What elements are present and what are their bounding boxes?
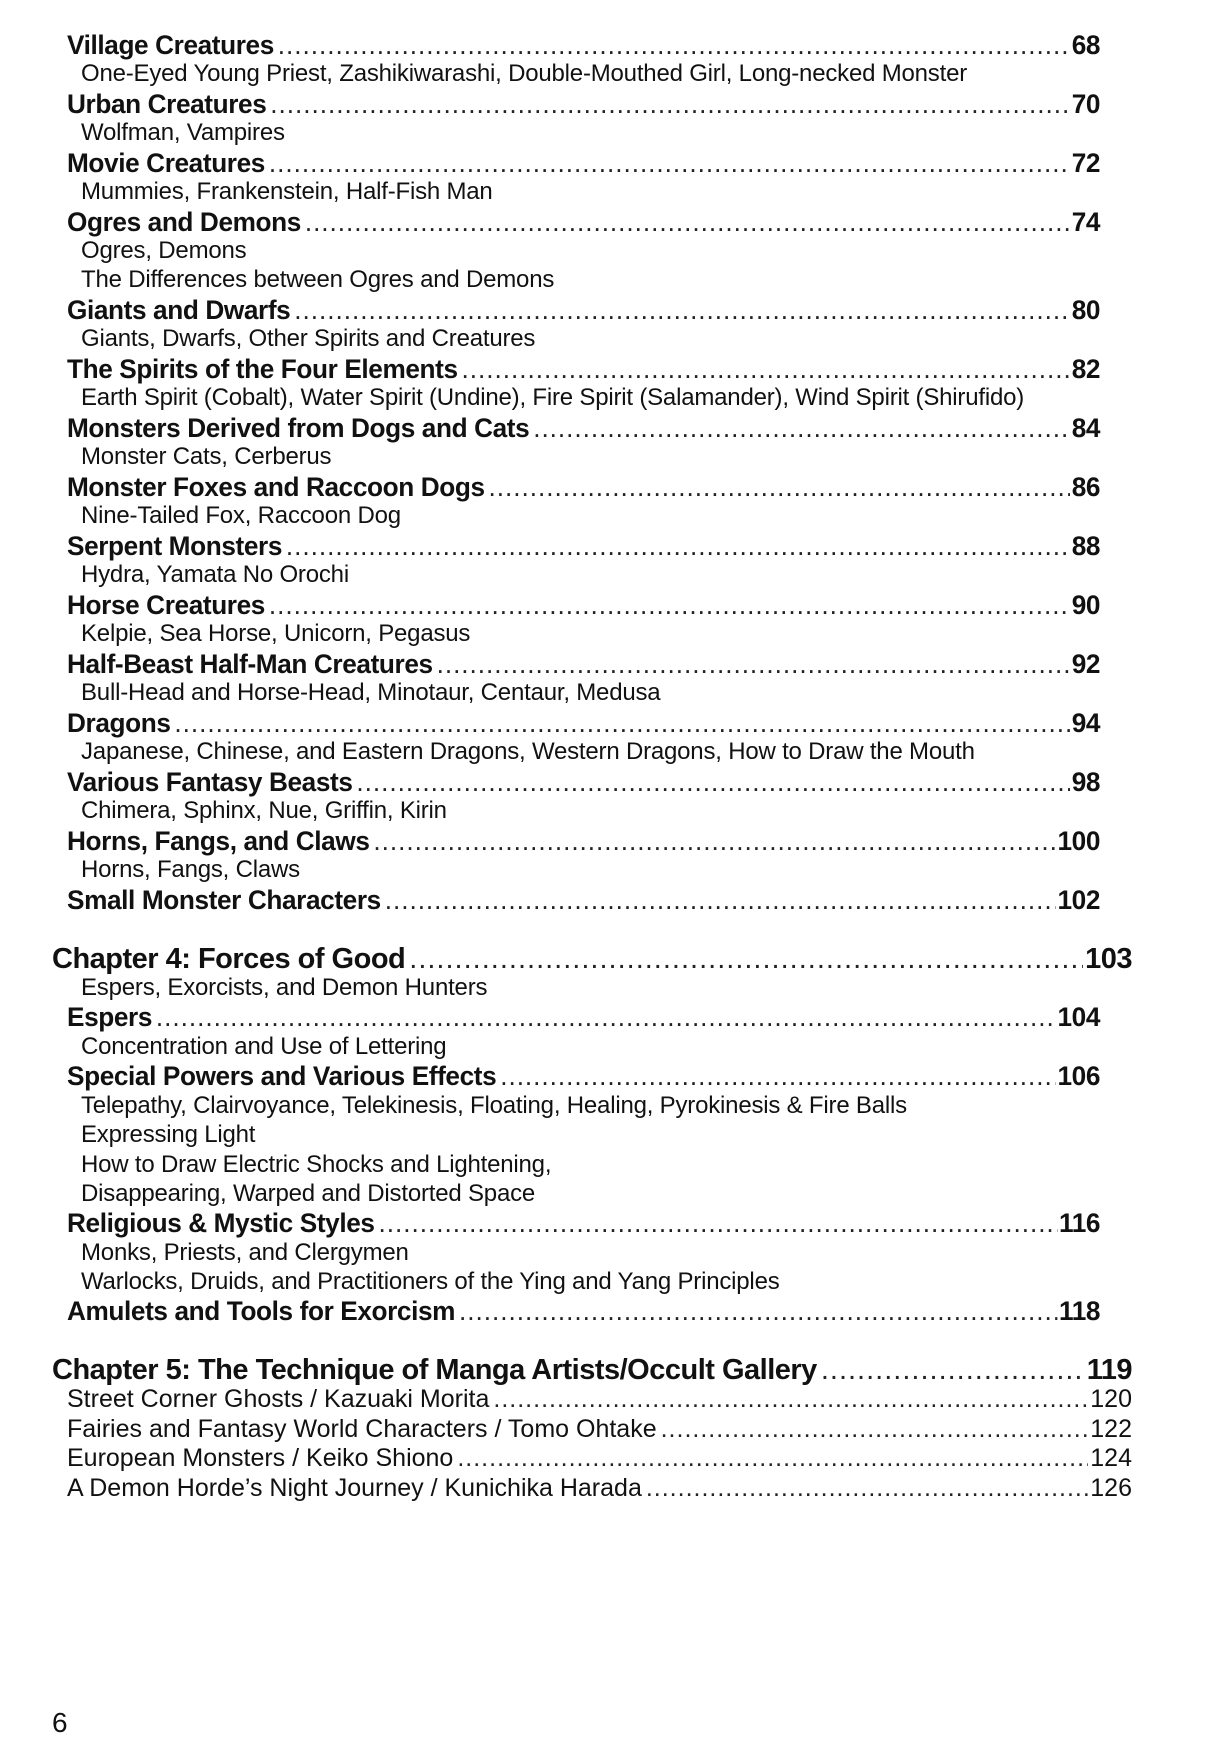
toc-subtopics: Chimera, Sphinx, Nue, Griffin, Kirin (81, 797, 447, 824)
toc-subtopics: Japanese, Chinese, and Eastern Dragons, Western Dragons, How to Draw the Mouth (81, 738, 975, 765)
gallery-entry: Street Corner Ghosts / Kazuaki Morita ..... 120 (67, 1385, 1132, 1414)
toc-entry: Special Powers and Various Effects ..... 106 (67, 1061, 1100, 1092)
toc-entry: Monsters Derived from Dogs and Cats ..... 84 (67, 413, 1100, 444)
toc-subtopics: Concentration and Use of Lettering (81, 1033, 447, 1060)
gallery-entry: Fairies and Fantasy World Characters / Tomo Ohtake ..... 122 (67, 1415, 1132, 1444)
toc-subtopics: Warlocks, Druids, and Practitioners of the Ying and Yang Principles (81, 1268, 780, 1295)
toc-entry: Urban Creatures ..... 70 (67, 89, 1100, 120)
toc-entry: Small Monster Characters ..... 102 (67, 885, 1100, 916)
chapter-heading: Chapter 5: The Technique of Manga Artists/Occult Gallery ..... 119 (52, 1354, 1132, 1387)
toc-subtopics: The Differences between Ogres and Demons (81, 266, 555, 293)
toc-subtopics: Disappearing, Warped and Distorted Space (81, 1180, 536, 1207)
toc-subtopics: Mummies, Frankenstein, Half-Fish Man (81, 178, 493, 205)
toc-entry: Horns, Fangs, and Claws ..... 100 (67, 826, 1100, 857)
toc-subtopics: Ogres, Demons (81, 237, 247, 264)
toc-subtopics: Wolfman, Vampires (81, 119, 285, 146)
toc-subtopics: Earth Spirit (Cobalt), Water Spirit (Undine), Fire Spirit (Salamander), Wind Spirit (Shirufido) (81, 384, 1025, 411)
toc-entry: Movie Creatures ..... 72 (67, 148, 1100, 179)
toc-subtopics: Horns, Fangs, Claws (81, 856, 300, 883)
toc-subtopics: Hydra, Yamata No Orochi (81, 561, 349, 588)
toc-subtopics: Telepathy, Clairvoyance, Telekinesis, Floating, Healing, Pyrokinesis & Fire Balls (81, 1092, 907, 1119)
toc-entry: Half-Beast Half-Man Creatures ..... 92 (67, 649, 1100, 680)
toc-entry: Amulets and Tools for Exorcism ..... 118 (67, 1296, 1100, 1327)
toc-entry: Serpent Monsters ..... 88 (67, 531, 1100, 562)
toc-subtopics: Expressing Light (81, 1121, 256, 1148)
toc-subtopics: Bull-Head and Horse-Head, Minotaur, Centaur, Medusa (81, 679, 661, 706)
toc-entry: Ogres and Demons ..... 74 (67, 207, 1100, 238)
gallery-entry: European Monsters / Keiko Shiono ..... 124 (67, 1444, 1132, 1473)
toc-entry: Dragons ..... 94 (67, 708, 1100, 739)
toc-subtopics: Espers, Exorcists, and Demon Hunters (81, 974, 488, 1001)
toc-subtopics: Kelpie, Sea Horse, Unicorn, Pegasus (81, 620, 471, 647)
toc-entry: Espers ..... 104 (67, 1002, 1100, 1033)
toc-subtopics: Giants, Dwarfs, Other Spirits and Creatures (81, 325, 536, 352)
toc-entry: Various Fantasy Beasts ..... 98 (67, 767, 1100, 798)
toc-subtopics: Nine-Tailed Fox, Raccoon Dog (81, 502, 401, 529)
toc-entry: Horse Creatures ..... 90 (67, 590, 1100, 621)
page-number: 6 (52, 1707, 68, 1738)
chapter-heading: Chapter 4: Forces of Good ..... 103 (52, 943, 1132, 976)
toc-subtopics: Monster Cats, Cerberus (81, 443, 332, 470)
toc-entry: Village Creatures ..... 68 (67, 30, 1100, 61)
toc-entry: Religious & Mystic Styles ..... 116 (67, 1208, 1100, 1239)
toc-entry: The Spirits of the Four Elements ..... 82 (67, 354, 1100, 385)
toc-subtopics: Monks, Priests, and Clergymen (81, 1239, 409, 1266)
toc-subtopics: How to Draw Electric Shocks and Lightening, (81, 1151, 552, 1178)
toc-subtopics: One-Eyed Young Priest, Zashikiwarashi, Double-Mouthed Girl, Long-necked Monster (81, 60, 968, 87)
gallery-entry: A Demon Horde’s Night Journey / Kunichika Harada ..... 126 (67, 1474, 1132, 1503)
toc-entry: Giants and Dwarfs ..... 80 (67, 295, 1100, 326)
toc-entry: Monster Foxes and Raccoon Dogs ..... 86 (67, 472, 1100, 503)
